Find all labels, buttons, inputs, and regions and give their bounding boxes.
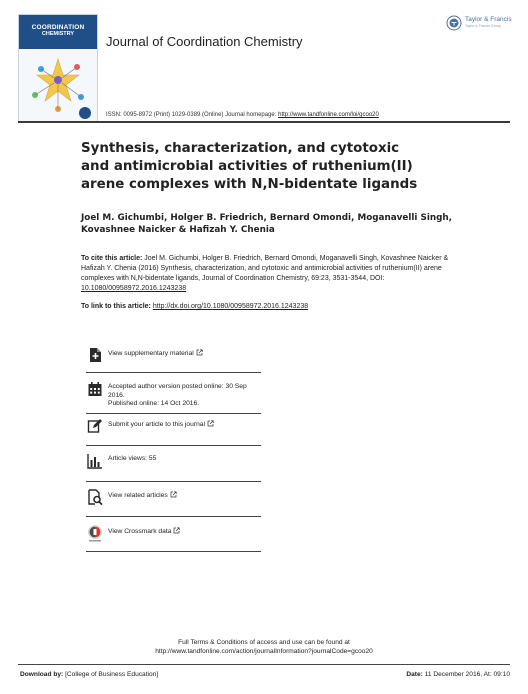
- journal-cover-image: [18, 14, 98, 122]
- action-divider: [86, 516, 261, 517]
- article-views-label: Article views: 55: [108, 455, 157, 462]
- bar-chart-icon: [87, 453, 103, 469]
- citation-block: [81, 254, 449, 294]
- crossmark-icon: [87, 525, 103, 543]
- article-link[interactable]: http://dx.doi.org/10.1080/00958972.2016.1243238: [152, 303, 309, 310]
- supplementary-material-link[interactable]: [86, 347, 261, 363]
- crossmark-label: View Crossmark data: [108, 527, 260, 537]
- external-link-icon: [207, 420, 214, 427]
- download-label: Download by:: [20, 671, 64, 678]
- submit-article-link[interactable]: [86, 418, 261, 434]
- publisher-logo-subtext: Taylor & Francis Group: [465, 24, 501, 28]
- article-views: [86, 453, 261, 469]
- date-value: 11 December 2016, At: 09:10: [422, 671, 510, 678]
- publisher-logo-text: Taylor & Francis: [465, 16, 512, 23]
- external-link-icon: [173, 527, 180, 534]
- publisher-logo: [446, 14, 520, 34]
- terms-line1: Full Terms & Conditions of access and use can be found at: [178, 639, 350, 646]
- article-title: Synthesis, characterization, and cytotoxic and antimicrobial activities of ruthenium(II) arene complexes with N,N-bidentate ligands: [81, 141, 418, 192]
- terms-notice: [0, 638, 528, 656]
- accepted-date: Accepted author version posted online: 30 Sep 2016.: [108, 383, 247, 399]
- citation-text: Joel M. Gichumbi, Holger B. Friedrich, Bernard Omondi, Moganavelli Singh, Kovashnee Naicker & Hafizah Y. Chenia (2016) Synthesis, characterization, and cytotoxic and antimicrobial activities of ruthenium(II) arene complexes with N,N-bidentate ligands, Journal of Coordination Chemistry, 69:23, 3531-3544, DOI:: [81, 255, 449, 282]
- journal-name: Journal of Coordination Chemistry: [106, 34, 303, 49]
- search-document-icon: [87, 489, 103, 505]
- crossmark-link[interactable]: [86, 525, 261, 543]
- download-info: [20, 671, 158, 678]
- edit-icon: [87, 418, 103, 434]
- cover-banner: [19, 15, 97, 49]
- issn-line: [106, 112, 379, 118]
- terms-link[interactable]: http://www.tandfonline.com/action/journalInformation?journalCode=gcoo20: [155, 648, 373, 655]
- related-articles-link[interactable]: [86, 489, 261, 505]
- journal-homepage-link[interactable]: http://www.tandfonline.com/loi/gcoo20: [278, 112, 379, 118]
- download-date: [406, 671, 510, 678]
- doi-link[interactable]: 10.1080/00958972.2016.1243238: [81, 285, 187, 292]
- action-divider: [86, 481, 261, 482]
- cover-title-line1: COORDINATION: [31, 24, 85, 31]
- submit-article-label: Submit your article to this journal: [108, 420, 260, 430]
- article-link-label: To link to this article:: [81, 303, 153, 310]
- citation-label: To cite this article:: [81, 255, 145, 262]
- download-value: [College of Business Education]: [63, 671, 159, 678]
- published-date: Published online: 14 Oct 2016.: [108, 400, 200, 407]
- date-label: Date:: [406, 671, 423, 678]
- article-authors: Joel M. Gichumbi, Holger B. Friedrich, Bernard Omondi, Moganavelli Singh, Kovashnee Naicker & Hafizah Y. Chenia: [81, 213, 452, 235]
- article-link-line: [81, 303, 308, 310]
- cover-title-line2: CHEMISTRY: [41, 31, 75, 37]
- footer-divider: [18, 664, 510, 665]
- cover-molecule-graphic: [19, 49, 97, 121]
- related-articles-label: View related articles: [108, 491, 260, 501]
- header-divider: [18, 121, 510, 123]
- publication-dates: [86, 381, 261, 411]
- issn-text: ISSN: 0095-8972 (Print) 1029-0389 (Online) Journal homepage:: [106, 112, 279, 118]
- action-divider: [86, 551, 261, 552]
- external-link-icon: [170, 491, 177, 498]
- action-divider: [86, 445, 261, 446]
- action-divider: [86, 372, 261, 373]
- action-divider: [86, 413, 261, 414]
- plus-document-icon: [87, 347, 103, 363]
- calendar-icon: [87, 381, 103, 397]
- publication-dates-text: [108, 383, 260, 409]
- external-link-icon: [196, 349, 203, 356]
- supplementary-material-label: View supplementary material: [108, 349, 260, 359]
- publisher-logo-icon: [446, 15, 462, 31]
